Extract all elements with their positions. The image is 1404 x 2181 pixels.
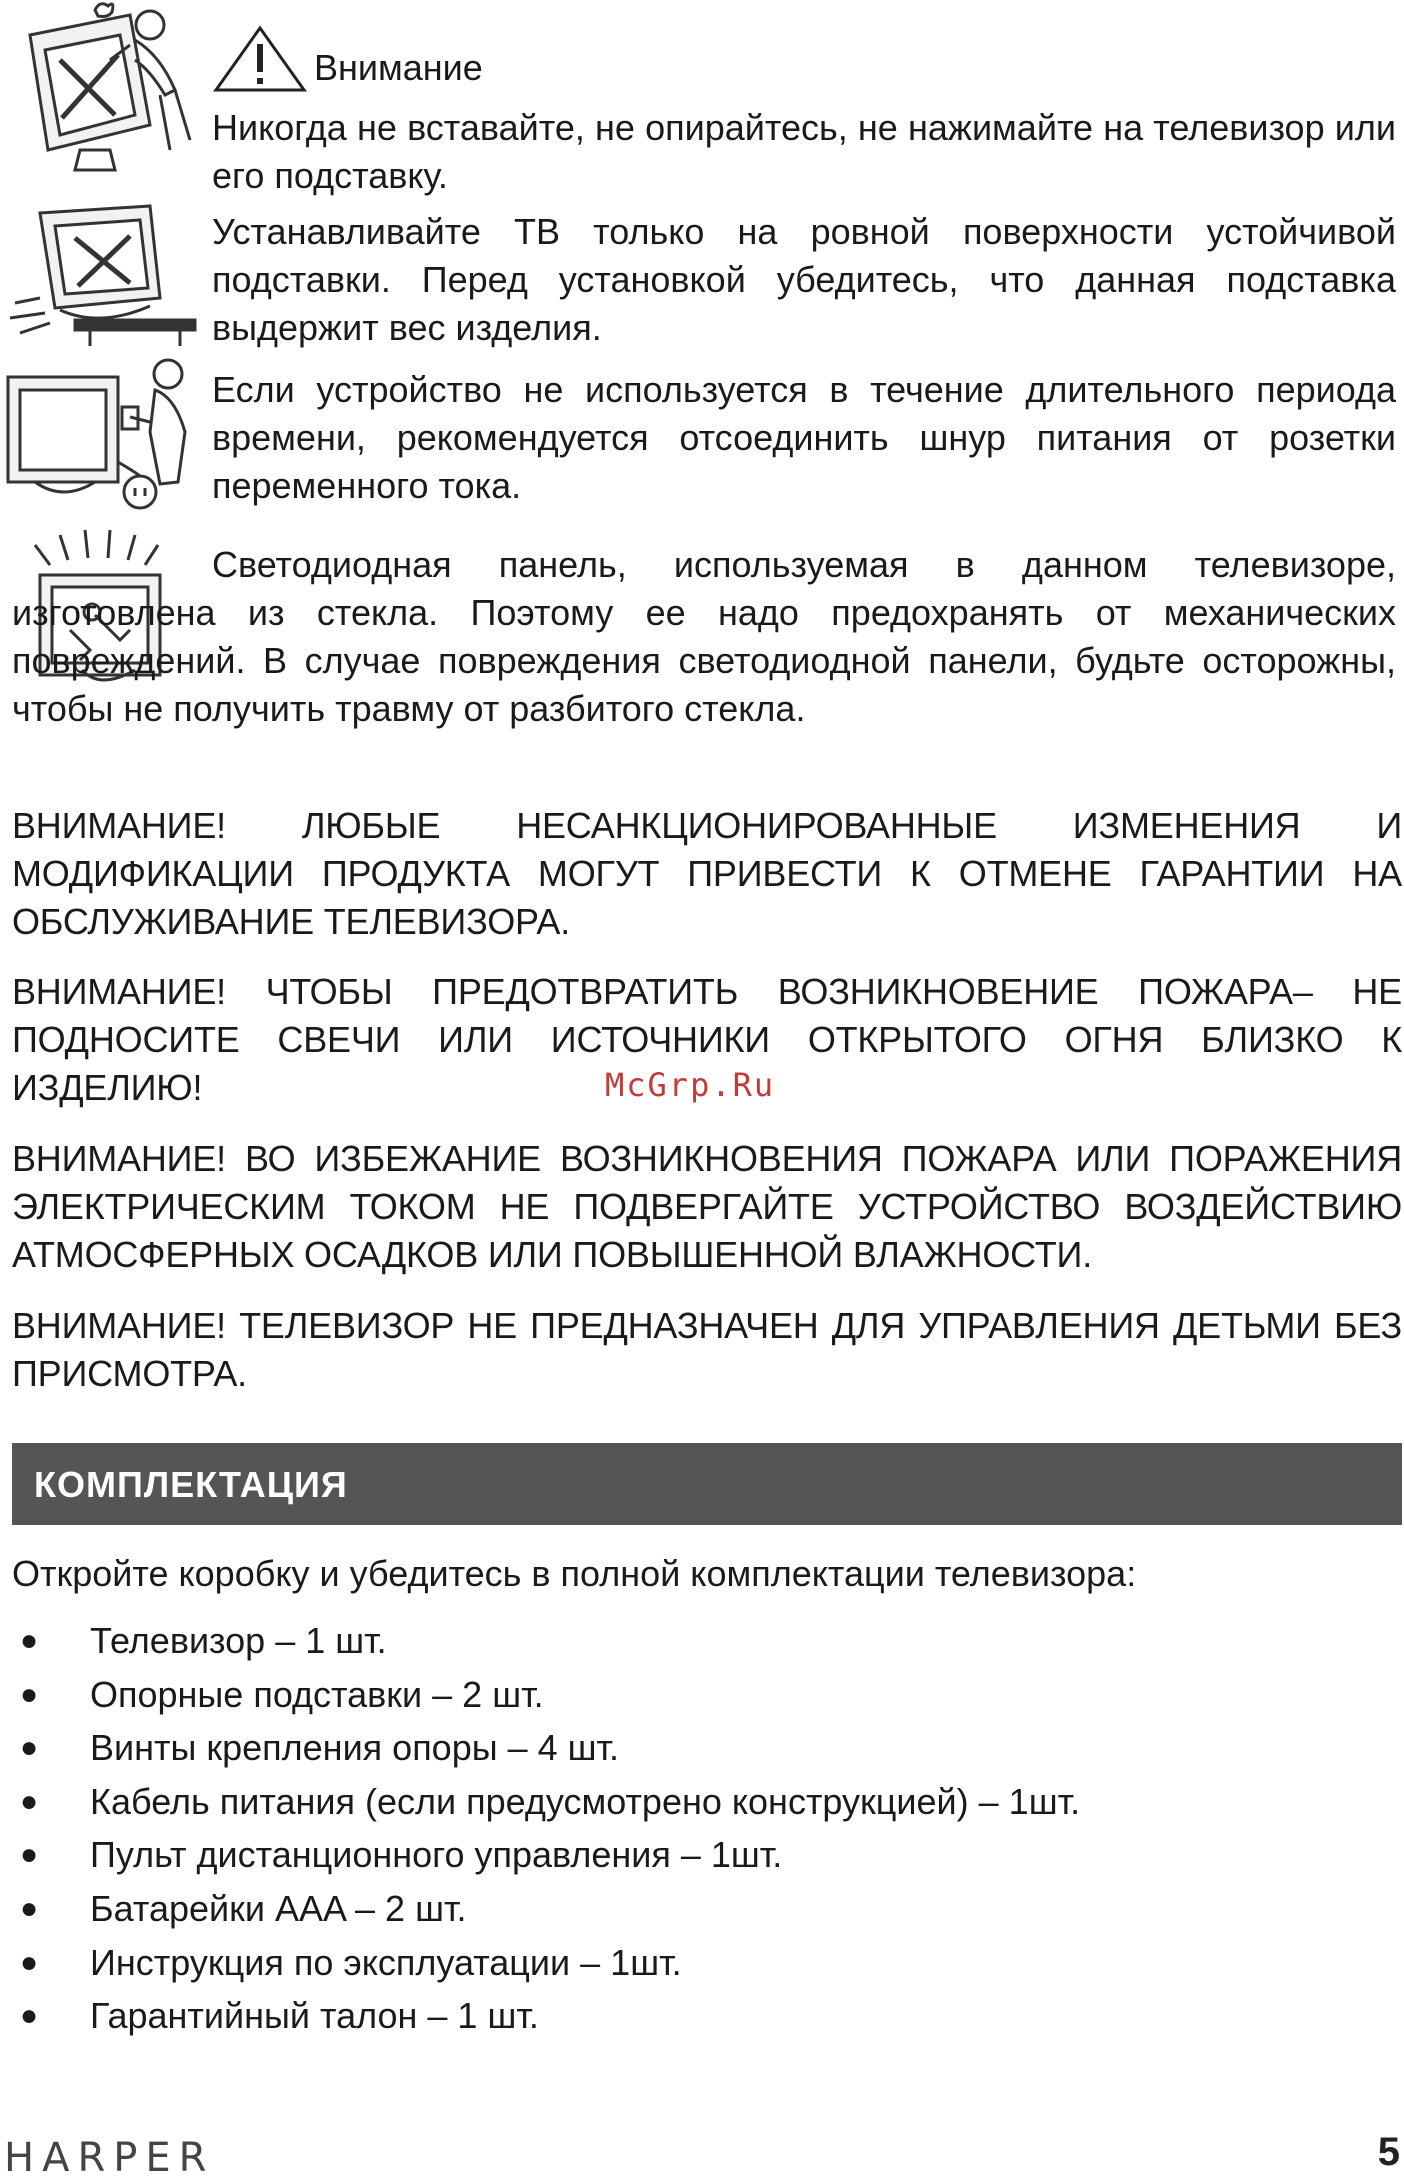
manual-page: Внимание Никогда не вставайте, не опирайтесь, не нажимайте на телевизор или его подставку. Устанавливайте ТВ только на ровной поверхности устойчивой подставки. Перед установкой убедитесь, что данная подставка выдержит вес изделия. Если устройство не используется в течение длительного периода времени, рекомендуется отсоединить шнур питания от розетки переменного тока. Светодиодная панель, используемая в данном телевизоре, изготовлена из стекла. Поэтому ее надо предохранять от механических повреждений. В случае повреждения светодиодной панели, будьте осторожны, чтобы не получить травму от разбитого стекла. ВНИМАНИЕ! ЛЮБЫЕ НЕСАНКЦИОНИРОВАННЫЕ ИЗМЕНЕНИЯ И МОДИФИКАЦИИ ПРОДУКТА МОГУТ ПРИВЕСТИ К ОТМЕНЕ ГАРАНТИИ НА ОБСЛУЖИВАНИЕ ТЕЛЕВИЗОРА. ВНИМАНИЕ! ЧТОБЫ ПРЕДОТВРАТИТЬ ВОЗНИКНОВЕНИЕ ПОЖАРА– НЕ ПОДНОСИТЕ СВЕЧИ ИЛИ ИСТОЧНИКИ ОТКРЫТОГО ОГНЯ БЛИЗКО К ИЗДЕЛИЮ! McGrp.Ru ВНИМАНИЕ! ВО ИЗБЕЖАНИЕ ВОЗНИКНОВЕНИЯ ПОЖАРА ИЛИ ПОРАЖЕНИЯ ЭЛЕКТРИЧЕСКИМ ТОКОМ НЕ ПОДВЕРГАЙТЕ УСТРОЙСТВО ВОЗДЕЙСТВИЮ АТМОСФЕРНЫХ ОСАДКОВ ИЛИ ПОВЫШЕННОЙ ВЛАЖНОСТИ. ВНИМАНИЕ! ТЕЛЕВИЗОР НЕ ПРЕДНАЗНАЧЕН ДЛЯ УПРАВЛЕНИЯ ДЕТЬМИ БЕЗ ПРИСМОТРА. КОМПЛЕКТАЦИЯ Откройте коробку и убедитесь в полной комплектации телевизора: ● Телевизор – 1 шт. ● Опорные подставки – 2 шт. ● Винты крепления опоры – 4 шт. ● Кабель питания (если предусмотрено конструкцией) – 1шт. ● Пульт дистанционного управления – 1шт. ● Батарейки AAA – 2 шт. ● Инструкция по эксплуатации – 1шт. ● Гарантийный талон – 1 шт. HARPER 5	[0, 0, 1404, 2172]
paragraph-unplug: Если устройство не используется в течение длительного периода времени, рекомендуется отсоединить шнур питания от розетки переменного тока.	[212, 369, 1396, 506]
bullet-icon: ●	[20, 1838, 39, 1872]
bullet-icon: ●	[20, 1891, 39, 1925]
bullet-icon: ●	[20, 1624, 39, 1657]
bullet-icon: ●	[20, 1784, 39, 1818]
warning-heading	[212, 24, 512, 94]
caution-modifications: ВНИМАНИЕ! ЛЮБЫЕ НЕСАНКЦИОНИРОВАННЫЕ ИЗМЕНЕНИЯ И МОДИФИКАЦИИ ПРОДУКТА МОГУТ ПРИВЕСТИ К ОТМЕНЕ ГАРАНТИИ НА ОБСЛУЖИВАНИЕ ТЕЛЕВИЗОРА.	[12, 805, 1402, 942]
bullet-icon: ●	[20, 1731, 39, 1765]
bullet-icon: ●	[20, 1677, 39, 1711]
caution-children: ВНИМАНИЕ! ТЕЛЕВИЗОР НЕ ПРЕДНАЗНАЧЕН ДЛЯ УПРАВЛЕНИЯ ДЕТЬМИ БЕЗ ПРИСМОТРА.	[12, 1305, 1402, 1394]
bullet-icon: ●	[20, 1945, 39, 1979]
section-intro: Откройте коробку и убедитесь в полной комплектации телевизора:	[12, 1553, 1137, 1594]
bullet-icon: ●	[20, 1999, 39, 2033]
watermark: McGrp.Ru	[605, 1066, 776, 1104]
warning-title: Внимание	[314, 47, 483, 88]
stable-stand-icon	[0, 198, 205, 348]
paragraph-stable-stand: Устанавливайте ТВ только на ровной поверхности устойчивой подставки. Перед установкой убедитесь, что данная подставка выдержит вес изделия.	[212, 211, 1396, 348]
no-leaning-on-tv-icon	[0, 0, 205, 185]
paragraph-no-leaning: Никогда не вставайте, не опирайтесь, не нажимайте на телевизор или его подставку.	[212, 107, 1396, 196]
section-header	[12, 1443, 1402, 1525]
brand-logo: HARPER	[4, 2135, 215, 2181]
section-title: КОМПЛЕКТАЦИЯ	[34, 1464, 348, 1505]
warning-triangle-icon	[212, 24, 308, 94]
paragraph-glass-panel: Светодиодная панель, используемая в данном телевизоре, изготовлена из стекла. Поэтому ее надо предохранять от механических повреждений. В случае повреждения светодиодной панели, будьте осторожны, чтобы не получить травму от разбитого стекла.	[12, 544, 1396, 729]
caution-moisture: ВНИМАНИЕ! ВО ИЗБЕЖАНИЕ ВОЗНИКНОВЕНИЯ ПОЖАРА ИЛИ ПОРАЖЕНИЯ ЭЛЕКТРИЧЕСКИМ ТОКОМ НЕ ПОДВЕРГАЙТЕ УСТРОЙСТВО ВОЗДЕЙСТВИЮ АТМОСФЕРНЫХ ОСАДКОВ ИЛИ ПОВЫШЕННОЙ ВЛАЖНОСТИ.	[12, 1138, 1402, 1275]
caution-fire: ВНИМАНИЕ! ЧТОБЫ ПРЕДОТВРАТИТЬ ВОЗНИКНОВЕНИЕ ПОЖАРА– НЕ ПОДНОСИТЕ СВЕЧИ ИЛИ ИСТОЧНИКИ ОТКРЫТОГО ОГНЯ БЛИЗКО К ИЗДЕЛИЮ!	[12, 971, 1402, 1108]
unplug-icon	[0, 352, 205, 522]
page-number: 5	[1377, 2130, 1400, 2174]
